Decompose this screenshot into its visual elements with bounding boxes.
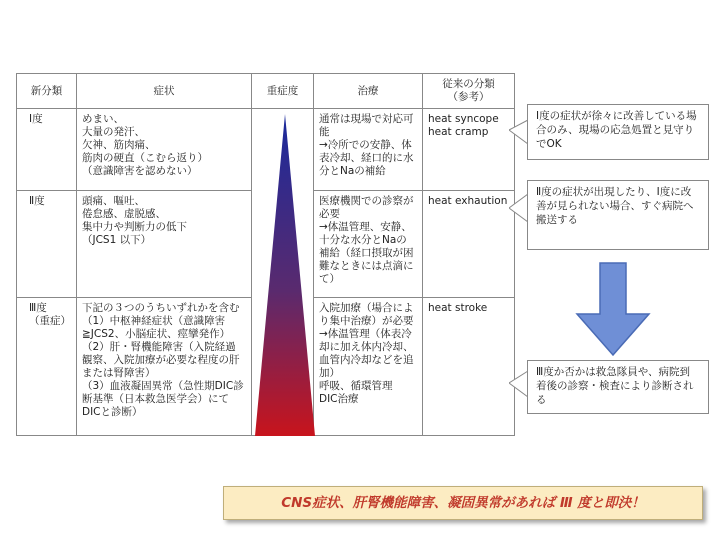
severity-gradient-triangle <box>253 114 317 438</box>
header-new-class: 新分類 <box>17 74 77 109</box>
row-treatment: 通常は現場で対応可能 →冷所での安静、体表冷却、経口的に水分とNaの補給 <box>314 109 423 191</box>
row-legacy: heat stroke <box>423 298 515 436</box>
row-treatment: 医療機関での診察が必要 →体温管理、安静、十分な水分とNaの補給（経口摂取が困難なときには点滴にて） <box>314 191 423 298</box>
header-treatment: 治療 <box>314 74 423 109</box>
row-treatment: 入院加療（場合により集中治療）が必要 →体温管理（体表冷却に加え体内冷却、血管内冷却などを追加） 呼吸、循環管理 DIC治療 <box>314 298 423 436</box>
row-symptoms: 頭痛、嘔吐、 倦怠感、虚脱感、 集中力や判断力の低下 （JCS1 以下） <box>77 191 252 298</box>
severity-triangle <box>255 114 315 436</box>
row-legacy: heat exhaution <box>423 191 515 298</box>
table-header-row <box>17 74 515 109</box>
callout-grade1: Ⅰ度の症状が徐々に改善している場合のみ、現場の応急処置と見守りでOK <box>527 104 709 160</box>
callout-grade2: Ⅱ度の症状が出現したり、Ⅰ度に改善が見られない場合、すぐ病院へ搬送する <box>527 180 709 250</box>
row-symptoms: めまい、 大量の発汗、 欠神、筋肉痛、 筋肉の硬直（こむら返り） （意識障害を認めない） <box>77 109 252 191</box>
callout-grade3: Ⅲ度か否かは救急隊員や、病院到着後の診察・検査により診断される <box>527 360 709 414</box>
row-class: Ⅰ度 <box>17 109 77 191</box>
row-class: Ⅱ度 <box>17 191 77 298</box>
header-symptoms: 症状 <box>77 74 252 109</box>
summary-banner: CNS症状、肝腎機能障害、凝固異常があれば Ⅲ 度と即決！ <box>223 486 703 520</box>
row-legacy: heat syncope heat cramp <box>423 109 515 191</box>
header-legacy-class: 従来の分類 （参考） <box>423 74 515 109</box>
row-symptoms: 下記の３つのうちいずれかを含む （1）中枢神経症状（意識障害≧JCS2、小脳症状、痙攣発作） （2）肝・腎機能障害（入院経過観察、入院加療が必要な程度の肝または腎障害） （3）血液凝固異常（急性期DIC診断基準（日本救急医学会）にてDICと診断） <box>77 298 252 436</box>
header-severity: 重症度 <box>252 74 314 109</box>
down-arrow-icon <box>575 262 651 358</box>
row-class: Ⅲ度 （重症） <box>17 298 77 436</box>
